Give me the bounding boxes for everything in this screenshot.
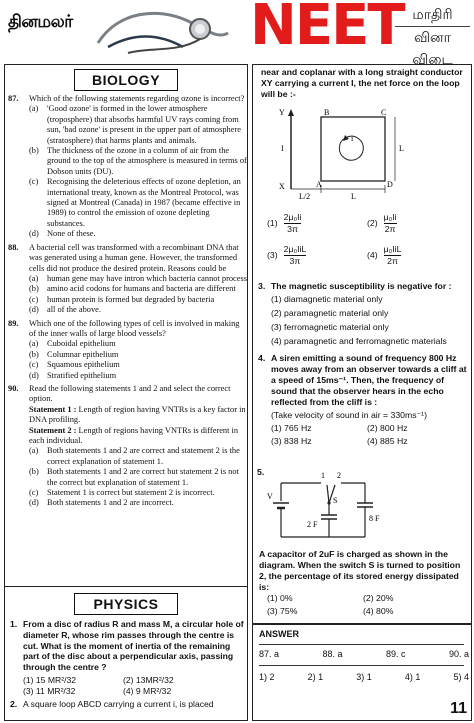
statement-2 [29, 426, 247, 447]
q2-continued-text: near and coplanar with a long straight conductor XY carrying a current I, the net force on the loop will be :- [261, 67, 463, 99]
option-4: (4) 80% [363, 606, 394, 616]
option-a [29, 104, 247, 146]
label-D: D [387, 180, 393, 189]
option-text: Both statements 1 and 2 are incorrect. [47, 498, 174, 508]
statement-text: Length of region having VNTRs is a key factor in DNA profiling. [29, 404, 246, 425]
q3-options [257, 292, 469, 348]
option-text: 'Good ozone' is formed in the lower atmosphere (troposphere) that absorbs harmful UV rays coming from sun, 'bad ozone' is present in the upper part of atmosphere (stratosphere) that harms plants and animals. [47, 104, 241, 145]
question-number: 1. [10, 619, 18, 629]
question-text [257, 353, 469, 408]
question-text [5, 319, 247, 340]
option-label: (a) [29, 104, 39, 114]
battery-label: V [267, 492, 273, 501]
question-number: 88. [8, 242, 19, 252]
question-stem: A square loop ABCD carrying a current i, is placed [23, 698, 214, 709]
option-3: (3) 11 MR²/32 [23, 685, 76, 696]
option-text: Cuboidal epithelium [47, 339, 116, 349]
option-b [29, 284, 247, 294]
option-2: (2) paramagnetic material only [271, 308, 389, 318]
stethoscope-icon [88, 3, 238, 59]
question-89 [5, 319, 247, 381]
statement-1 [29, 405, 247, 426]
option-d [29, 371, 247, 381]
question-number: 90. [8, 383, 19, 393]
options-row [267, 209, 467, 237]
switch-pos-2: 2 [337, 471, 341, 480]
option-text: human protein is formed but degraded by bacteria [47, 294, 215, 304]
option-label: (d) [29, 305, 39, 315]
physics-question-1 [5, 619, 247, 709]
option-label: (b) [29, 467, 39, 477]
option-d [29, 305, 247, 315]
question-number: 3. [258, 281, 266, 291]
neet-title: NEET [250, 0, 404, 58]
physics-section [4, 586, 248, 721]
option-text: None of these. [47, 229, 96, 239]
option-label: (d) [29, 370, 39, 380]
option-label: (3) [267, 249, 278, 260]
options-row [267, 593, 467, 604]
loop-diagram [269, 105, 419, 201]
answer-title: ANSWER [259, 629, 299, 639]
answer-item: 88. a [322, 649, 343, 659]
option-a [29, 339, 247, 349]
denominator: 3π [287, 223, 298, 234]
answer-box [252, 624, 472, 721]
numerator: 2μ₀Ii [283, 211, 302, 222]
options-row [5, 675, 247, 686]
label-I: I [281, 144, 284, 153]
option-a [29, 446, 247, 467]
option-c [29, 360, 247, 370]
question-text [5, 94, 247, 104]
fraction [384, 244, 402, 267]
option-text: Recognising the deleterious effects of ozone depletion, an international treaty, known as the Montreal Protocol, was signed at Montreal (Canada) in 1987 (became effective in 1989) to control the emission of ozone depleting substances. [47, 177, 241, 228]
answer-divider [259, 644, 464, 645]
question-stem: A bacterial cell was transformed with a recombinant DNA that was generated using a human gene. However, the transformed cells did not produce the desired protein. Reasons could be [29, 242, 239, 273]
fraction [384, 212, 397, 235]
biology-section [4, 64, 248, 650]
question-stem: Which one of the following types of cell is involved in making of the inner walls of large blood vessels? [29, 318, 240, 338]
denominator: 3π [289, 255, 301, 266]
option-d [29, 498, 247, 508]
question-number: 87. [8, 94, 19, 103]
label-L-side: L [399, 144, 404, 153]
option-text: amino acid codons for humans and bacteria are different [47, 284, 236, 294]
numerator: μ₀IiL [383, 243, 402, 254]
question-number: 89. [8, 318, 19, 328]
option-text: Both statements 1 and 2 are correct but statement 2 is not the correct but explanation of statement 1. [47, 467, 239, 487]
answer-divider [259, 665, 464, 666]
label-C: C [381, 108, 387, 117]
option-text: Columnar epithelium [47, 349, 119, 359]
question-stem: Which of the following statements regarding ozone is incorrect? [29, 94, 245, 103]
option-b [29, 350, 247, 360]
option-text: all of the above. [47, 305, 101, 315]
question-5-number: 5. [257, 467, 265, 477]
option-d [29, 229, 247, 239]
switch-label: S [333, 496, 338, 505]
option-3: (3) 75% [267, 606, 298, 616]
switch-pos-1: 1 [321, 471, 325, 480]
option-label: (a) [29, 273, 39, 283]
fraction [284, 244, 307, 267]
option-text: Stratified epithelium [47, 370, 117, 380]
option-label: (d) [29, 498, 39, 508]
answer-item: 89. c [385, 649, 406, 659]
option-label: (d) [29, 229, 39, 239]
option-label: (c) [29, 294, 39, 304]
q2-options [267, 209, 467, 269]
question-stem: Read the following statements 1 and 2 and select the correct option. [29, 383, 231, 404]
physics-title: PHYSICS [74, 593, 178, 615]
question-text [5, 243, 247, 274]
option-1: (1) 765 Hz [271, 423, 312, 433]
numerator: 2μ₀IiL [283, 243, 307, 254]
option-text: Statement 1 is correct but statement 2 is incorrect. [47, 488, 215, 498]
option-label: (b) [29, 349, 39, 359]
options-row [267, 606, 467, 617]
option-4: (4) paramagnetic and ferromagnetic materials [271, 336, 447, 346]
question-90 [5, 384, 247, 509]
option-2: (2) 20% [363, 593, 394, 603]
q5-options [267, 593, 467, 617]
question-87 [5, 94, 247, 240]
option-c [29, 488, 247, 498]
question-stem: The magnetic susceptibility is negative for : [271, 281, 452, 291]
page-number: 11 [450, 700, 467, 717]
option-text: human gene may have intron which bacteria cannot process [47, 273, 247, 283]
option-c [29, 177, 247, 229]
statement-text: Length of regions having VNTRs is different in each individual. [29, 425, 239, 445]
biology-title: BIOLOGY [74, 69, 178, 91]
label-B: B [324, 108, 330, 117]
option-label: (a) [29, 339, 39, 349]
physics-continued [252, 64, 472, 624]
option-label: (4) [367, 249, 378, 260]
question-text [5, 699, 247, 710]
option-3: (3) 838 Hz [271, 436, 312, 446]
question-text [257, 281, 469, 292]
option-a [29, 274, 247, 284]
statement-label: Statement 1 : [29, 404, 77, 414]
answer-item: 4) 1 [404, 672, 421, 682]
label-A: A [316, 180, 322, 189]
option-text: The thickness of the ozone in a column of air from the ground to the top of the atmosphere is measured in terms of Dobson units (DU). [47, 146, 247, 176]
option-4: (4) 9 MR²/32 [123, 685, 172, 696]
options-row [257, 436, 469, 447]
newspaper-logo: தினமலர் [8, 12, 73, 32]
answer-item: 3) 1 [356, 672, 372, 682]
page-header [0, 0, 474, 68]
option-label: (c) [29, 177, 39, 187]
question-stem: From a disc of radius R and mass M, a circular hole of diameter R, whose rim passes through the centre is cut. What is the moment of inertia of the remaining part of the disc about a perpendicular axis, passing through the centre ? [23, 619, 244, 673]
answer-item: 5) 4 [453, 672, 469, 682]
option-2: (2) 800 Hz [367, 423, 408, 433]
denominator: 2π [384, 223, 396, 234]
denominator: 2π [387, 255, 398, 266]
option-4: (4) 885 Hz [367, 436, 408, 446]
numerator: μ₀Ii [383, 211, 397, 222]
label-Y: Y [279, 108, 285, 117]
label-X: X [279, 182, 285, 191]
physics-question-4 [257, 353, 469, 447]
option-label: (2) [367, 217, 378, 228]
question-note: (Take velocity of sound in air = 330ms⁻¹) [271, 410, 427, 420]
option-label: (1) [267, 217, 278, 228]
answer-item: 2) 1 [307, 672, 324, 682]
question-text [5, 384, 247, 405]
option-1 [267, 209, 367, 237]
physics-answers [259, 672, 469, 682]
physics-question-3 [257, 281, 469, 348]
option-label: (a) [29, 446, 39, 456]
option-1: (1) 15 MR²/32 [23, 674, 77, 685]
option-label: (b) [29, 284, 39, 294]
question-number: 2. [10, 698, 18, 709]
q5-text: A capacitor of 2uF is charged as shown in the diagram. When the switch S is turned to position 2, the percentage of its stored energy dissipated is: [259, 549, 461, 592]
fraction [284, 212, 302, 235]
question-text [5, 619, 247, 673]
option-1: (1) 0% [267, 593, 293, 603]
question-88 [5, 243, 247, 316]
statement-label: Statement 2 : [29, 425, 77, 435]
header-subtitle [395, 4, 470, 71]
header-subtitle-line1: மாதிரி [395, 4, 470, 27]
answer-item: 90. a [448, 649, 469, 659]
option-text: Both statements 1 and 2 are correct and statement 2 is the correct explanation of statement 1. [47, 446, 240, 466]
option-label: (b) [29, 146, 39, 156]
option-b [29, 467, 247, 488]
capacitor-8f-label: 8 F [369, 514, 380, 523]
header-subtitle-line2: வினா விடை [412, 30, 453, 68]
label-L-half: L/2 [299, 192, 311, 201]
option-c [29, 295, 247, 305]
option-2 [367, 209, 397, 237]
options-row [267, 241, 467, 269]
option-label: (c) [29, 488, 39, 498]
answer-item: 87. a [259, 649, 280, 659]
answer-item: 1) 2 [259, 672, 275, 682]
capacitor-circuit-diagram [265, 465, 395, 545]
options-row [5, 686, 247, 697]
label-L-bottom: L [351, 192, 356, 201]
question-number: 4. [258, 353, 266, 363]
option-2: (2) 13MR²/32 [123, 674, 174, 685]
label-i: i [351, 134, 354, 143]
options-row [257, 423, 469, 434]
option-text: Squamous epithelium [47, 360, 120, 370]
option-b [29, 146, 247, 177]
option-3 [267, 241, 367, 269]
question-stem: A siren emitting a sound of frequency 800 Hz moves away from an observer towards a cliff at a speed of 15ms⁻¹. Then, the frequency of sound that the observer hears in the echo reflected from the cliff is : [271, 353, 467, 407]
option-1: (1) diamagnetic material only [271, 294, 383, 304]
option-3: (3) ferromagnetic material only [271, 322, 389, 332]
capacitor-2f-label: 2 F [307, 520, 318, 529]
option-label: (c) [29, 360, 39, 370]
biology-answers [259, 649, 469, 659]
option-4 [367, 241, 401, 269]
